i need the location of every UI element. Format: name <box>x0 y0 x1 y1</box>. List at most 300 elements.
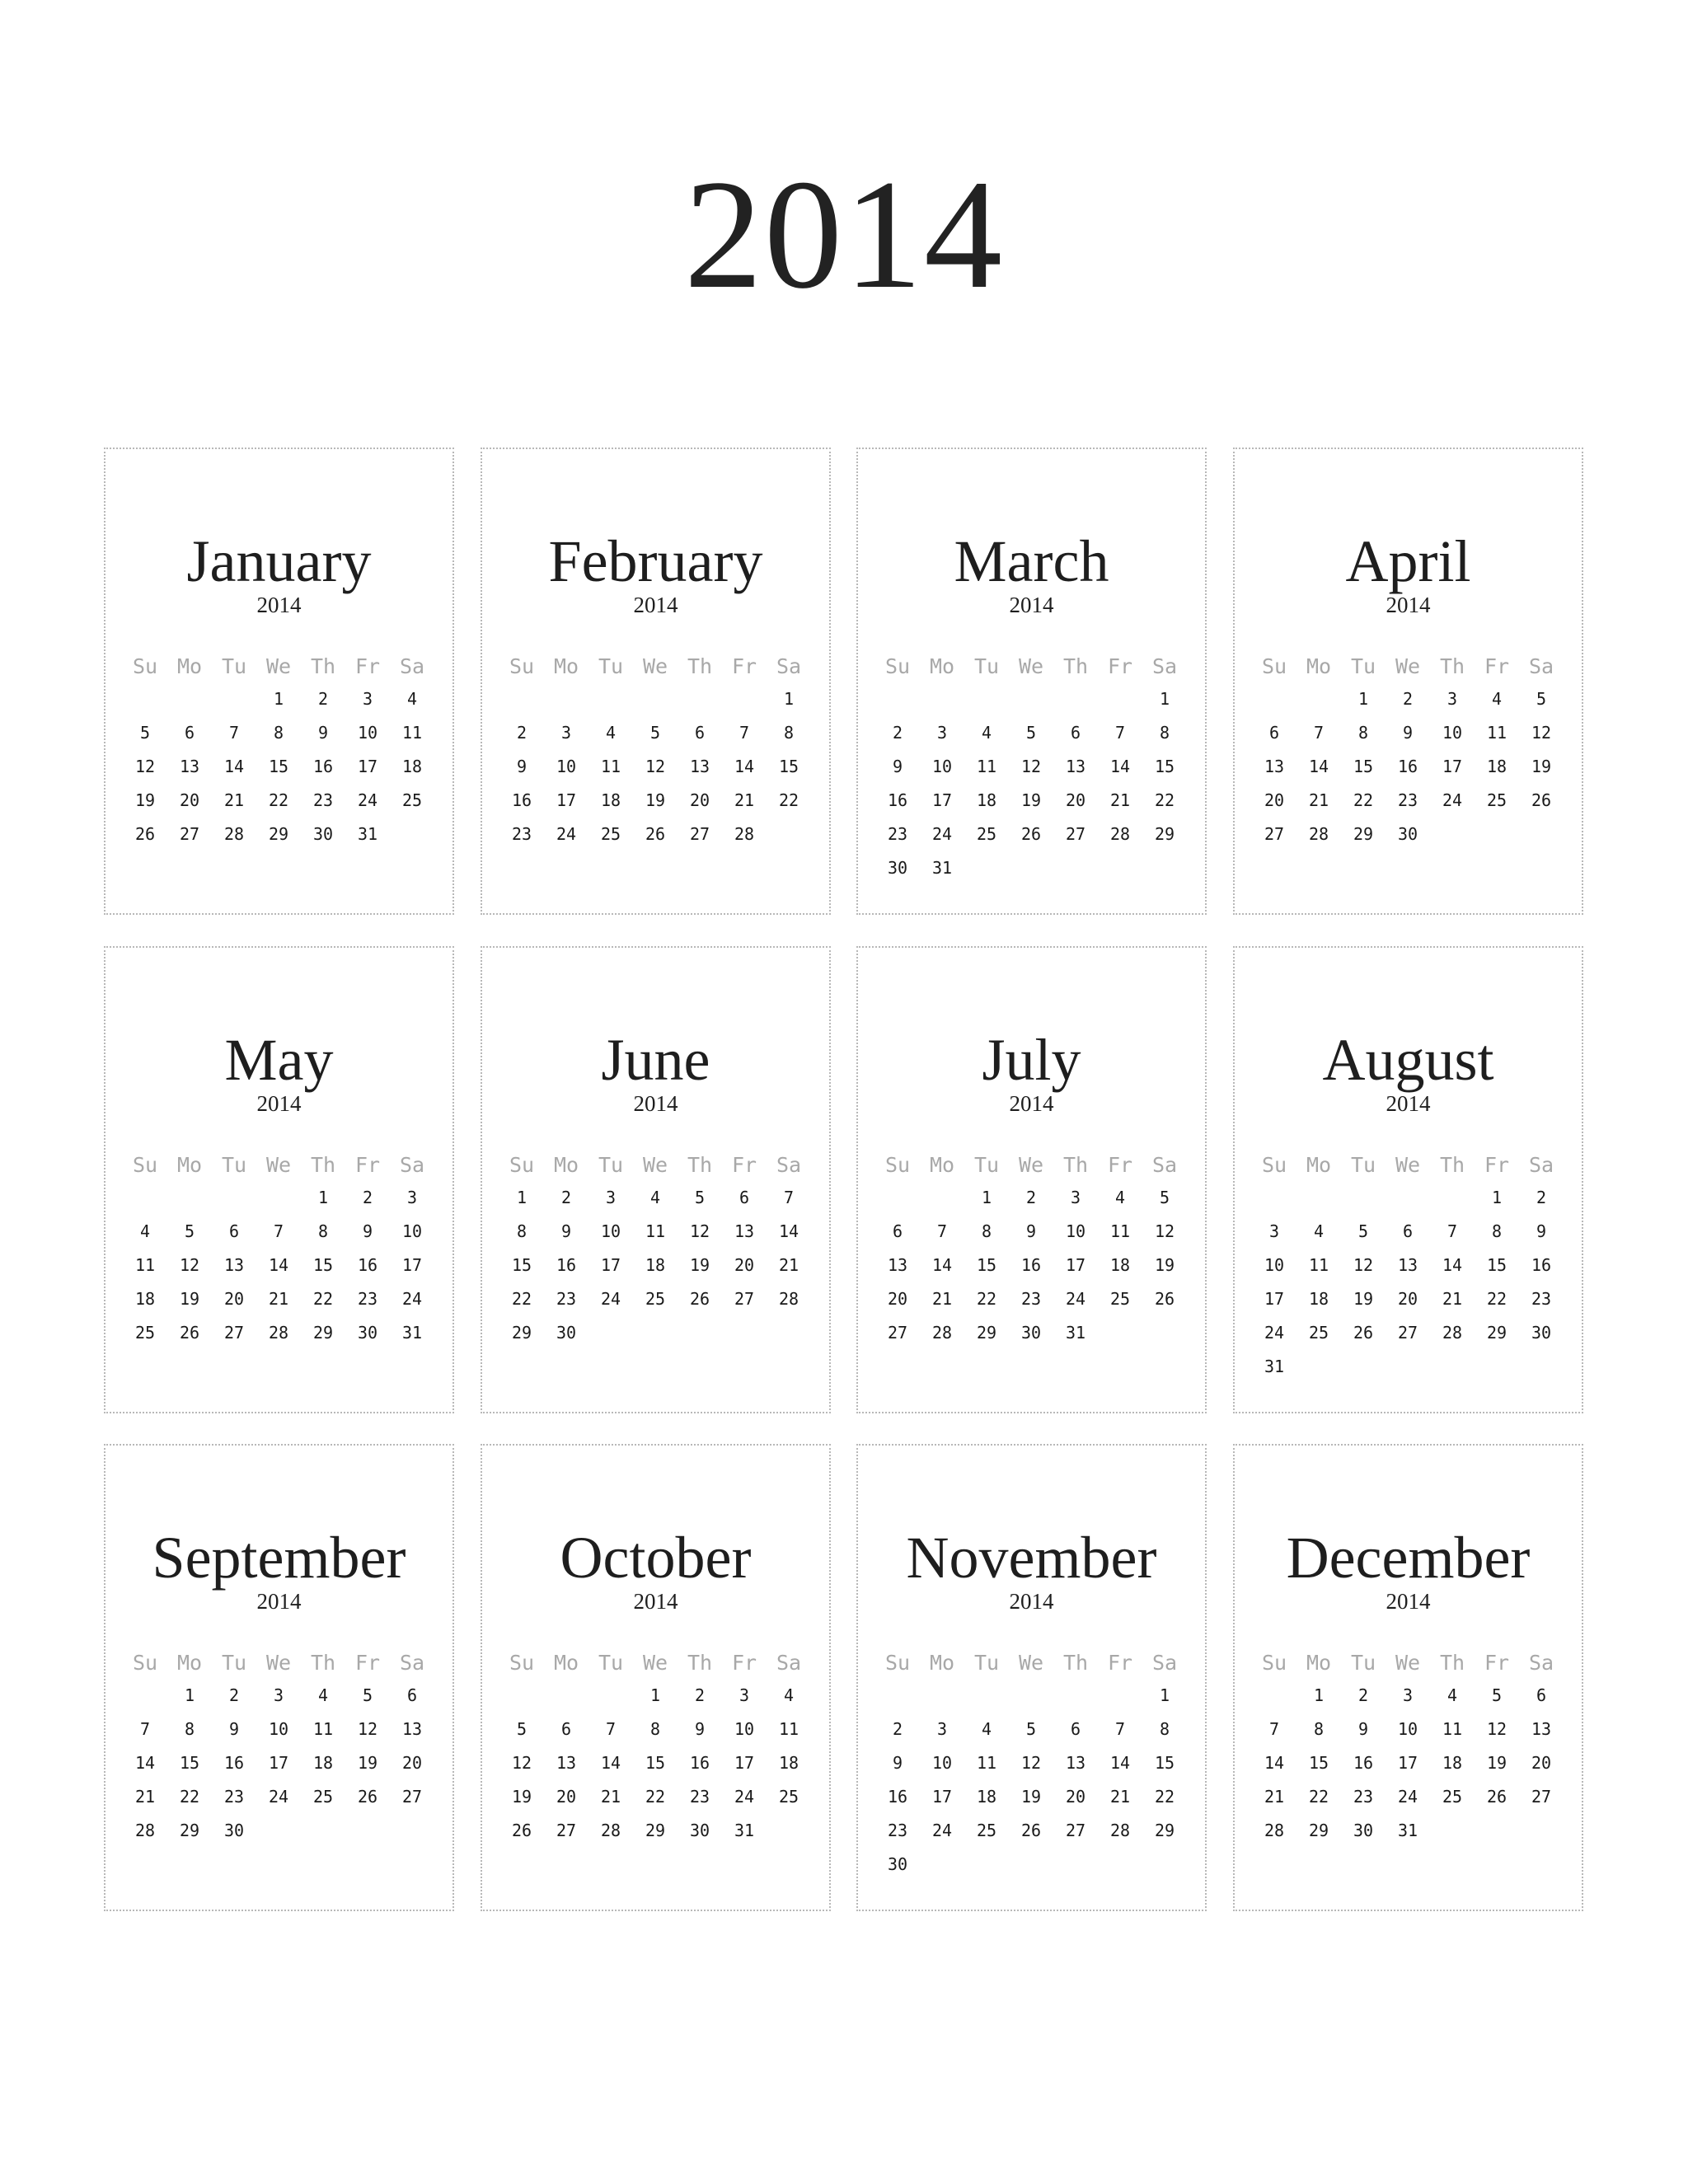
empty-day-cell <box>123 1181 167 1215</box>
month-card-july <box>856 946 1207 1413</box>
day-cell: 25 <box>1486 790 1507 810</box>
day-cell: 23 <box>1397 790 1418 810</box>
day-cell: 15 <box>312 1255 334 1275</box>
day-cell: 15 <box>1154 757 1175 776</box>
day-cell: 21 <box>1109 790 1131 810</box>
weekday-header: Tu <box>1350 654 1376 678</box>
day-cell: 29 <box>976 1323 997 1343</box>
day-cell: 27 <box>887 1323 908 1343</box>
day-cell: 19 <box>1531 757 1552 776</box>
day-cell: 7 <box>273 1221 284 1241</box>
day-cell: 4 <box>1114 1188 1126 1207</box>
day-cell: 23 <box>223 1787 245 1807</box>
day-cell: 12 <box>1020 757 1042 776</box>
day-cell: 5 <box>1025 723 1037 743</box>
day-cell: 18 <box>1486 757 1507 776</box>
weekday-header: We <box>642 654 668 678</box>
month-name: August <box>1322 1027 1494 1093</box>
day-cell: 28 <box>1264 1821 1285 1840</box>
empty-day-cell <box>964 682 1009 716</box>
day-cell: 22 <box>976 1289 997 1309</box>
day-cell: 16 <box>1020 1255 1042 1275</box>
day-cell: 10 <box>1264 1255 1285 1275</box>
day-cell: 17 <box>357 757 378 776</box>
day-cell: 26 <box>1353 1323 1374 1343</box>
day-cell: 19 <box>1154 1255 1175 1275</box>
day-cell: 1 <box>1313 1685 1325 1705</box>
day-cell: 14 <box>134 1753 156 1773</box>
weekday-header: Th <box>1062 1153 1089 1177</box>
day-cell: 21 <box>1109 1787 1131 1807</box>
empty-day-cell <box>1386 1181 1430 1215</box>
weekday-header: We <box>1018 654 1044 678</box>
weekday-header: Fr <box>1107 1153 1133 1177</box>
day-cell: 27 <box>223 1323 245 1343</box>
day-cell: 1 <box>1491 1188 1503 1207</box>
day-cell: 14 <box>1109 757 1131 776</box>
day-cell: 18 <box>976 790 997 810</box>
day-cell: 29 <box>1486 1323 1507 1343</box>
weekday-header: Fr <box>354 654 381 678</box>
day-cell: 30 <box>689 1821 710 1840</box>
days-table <box>123 649 436 851</box>
day-cell: 13 <box>1065 757 1086 776</box>
day-cell: 17 <box>268 1753 289 1773</box>
day-cell: 6 <box>406 1685 418 1705</box>
day-cell: 29 <box>268 824 289 844</box>
day-cell: 31 <box>401 1323 423 1343</box>
day-cell: 13 <box>887 1255 908 1275</box>
day-cell: 21 <box>223 790 245 810</box>
day-cell: 5 <box>516 1719 528 1739</box>
empty-day-cell <box>1009 682 1053 716</box>
day-cell: 14 <box>268 1255 289 1275</box>
day-cell: 28 <box>600 1821 621 1840</box>
empty-day-cell <box>1341 1181 1386 1215</box>
weekday-header: Mo <box>553 1651 579 1675</box>
day-cell: 22 <box>1154 790 1175 810</box>
day-cell: 12 <box>1353 1255 1374 1275</box>
weekday-header: Mo <box>176 654 203 678</box>
day-cell: 2 <box>1536 1188 1547 1207</box>
day-cell: 25 <box>401 790 423 810</box>
day-cell: 16 <box>1531 1255 1552 1275</box>
day-cell: 20 <box>1531 1753 1552 1773</box>
day-cell: 21 <box>778 1255 799 1275</box>
day-cell: 11 <box>401 723 423 743</box>
day-cell: 9 <box>516 757 528 776</box>
weekday-header: Su <box>1261 1651 1287 1675</box>
day-cell: 6 <box>1268 723 1280 743</box>
day-cell: 10 <box>600 1221 621 1241</box>
day-cell: 28 <box>931 1323 953 1343</box>
day-cell: 5 <box>1357 1221 1369 1241</box>
day-cell: 1 <box>317 1188 329 1207</box>
month-card-june <box>481 946 831 1413</box>
day-cell: 8 <box>516 1221 528 1241</box>
empty-day-cell <box>1009 1679 1053 1713</box>
month-name: June <box>601 1027 710 1093</box>
day-cell: 10 <box>734 1719 755 1739</box>
day-cell: 10 <box>556 757 577 776</box>
day-cell: 25 <box>1442 1787 1463 1807</box>
weekday-header: Fr <box>731 654 757 678</box>
day-cell: 23 <box>887 824 908 844</box>
day-cell: 5 <box>649 723 661 743</box>
day-cell: 31 <box>931 858 953 878</box>
day-cell: 15 <box>778 757 799 776</box>
days-table <box>499 1147 813 1350</box>
day-cell: 20 <box>734 1255 755 1275</box>
day-cell: 20 <box>1065 1787 1086 1807</box>
day-cell: 9 <box>694 1719 706 1739</box>
day-cell: 20 <box>223 1289 245 1309</box>
weekday-header: Tu <box>973 654 1000 678</box>
day-cell: 3 <box>560 723 572 743</box>
day-cell: 14 <box>1308 757 1329 776</box>
days-table <box>1252 1147 1565 1384</box>
month-card-january <box>104 448 454 915</box>
month-name: November <box>906 1525 1157 1591</box>
empty-day-cell <box>1053 1679 1098 1713</box>
weekday-header: Sa <box>1151 1651 1178 1675</box>
weekday-header: Mo <box>929 1651 955 1675</box>
weekday-header: Sa <box>1528 654 1554 678</box>
month-year: 2014 <box>1009 1589 1054 1614</box>
day-cell: 3 <box>1268 1221 1280 1241</box>
day-cell: 14 <box>734 757 755 776</box>
day-cell: 23 <box>689 1787 710 1807</box>
day-cell: 7 <box>738 723 750 743</box>
day-cell: 22 <box>268 790 289 810</box>
day-cell: 26 <box>1154 1289 1175 1309</box>
empty-day-cell <box>167 682 212 716</box>
day-cell: 4 <box>406 689 418 709</box>
empty-day-cell <box>1296 682 1341 716</box>
days-table <box>123 1645 436 1848</box>
day-cell: 5 <box>184 1221 195 1241</box>
month-year: 2014 <box>256 1589 302 1614</box>
day-cell: 22 <box>511 1289 532 1309</box>
weekday-header: We <box>1018 1153 1044 1177</box>
weekday-header: We <box>1018 1651 1044 1675</box>
weekday-header: We <box>1395 1153 1421 1177</box>
day-cell: 16 <box>357 1255 378 1275</box>
empty-day-cell <box>722 682 767 716</box>
day-cell: 10 <box>1065 1221 1086 1241</box>
day-cell: 14 <box>931 1255 953 1275</box>
day-cell: 6 <box>1070 723 1081 743</box>
day-cell: 24 <box>734 1787 755 1807</box>
day-cell: 19 <box>1020 1787 1042 1807</box>
day-cell: 1 <box>783 689 795 709</box>
day-cell: 22 <box>1308 1787 1329 1807</box>
weekday-header: Th <box>1439 654 1465 678</box>
weekday-header: Th <box>1439 1153 1465 1177</box>
day-cell: 25 <box>778 1787 799 1807</box>
day-cell: 28 <box>1442 1323 1463 1343</box>
day-cell: 19 <box>645 790 666 810</box>
weekday-header: Th <box>687 1153 713 1177</box>
month-year: 2014 <box>256 593 302 617</box>
day-cell: 9 <box>1025 1221 1037 1241</box>
day-cell: 11 <box>645 1221 666 1241</box>
day-cell: 19 <box>1020 790 1042 810</box>
day-cell: 12 <box>511 1753 532 1773</box>
day-cell: 2 <box>1025 1188 1037 1207</box>
weekday-header: Th <box>1439 1651 1465 1675</box>
day-cell: 28 <box>1109 824 1131 844</box>
day-cell: 25 <box>1109 1289 1131 1309</box>
day-cell: 22 <box>1353 790 1374 810</box>
weekday-header: Fr <box>354 1153 381 1177</box>
month-card-december <box>1233 1444 1583 1911</box>
day-cell: 3 <box>605 1188 617 1207</box>
day-cell: 6 <box>184 723 195 743</box>
day-cell: 27 <box>1397 1323 1418 1343</box>
weekday-header: Sa <box>399 1651 425 1675</box>
day-cell: 2 <box>228 1685 240 1705</box>
empty-day-cell <box>1430 1181 1475 1215</box>
day-cell: 9 <box>892 1753 903 1773</box>
day-cell: 14 <box>778 1221 799 1241</box>
month-year: 2014 <box>1386 1091 1431 1116</box>
weekday-header: Th <box>1062 1651 1089 1675</box>
month-year: 2014 <box>1009 593 1054 617</box>
day-cell: 24 <box>1264 1323 1285 1343</box>
day-cell: 27 <box>1065 824 1086 844</box>
day-cell: 24 <box>600 1289 621 1309</box>
empty-day-cell <box>212 1181 256 1215</box>
month-year: 2014 <box>256 1091 302 1116</box>
day-cell: 17 <box>1264 1289 1285 1309</box>
day-cell: 4 <box>1313 1221 1325 1241</box>
day-cell: 8 <box>1159 1719 1170 1739</box>
weekday-header: Su <box>884 654 911 678</box>
month-year: 2014 <box>633 1589 678 1614</box>
weekday-header: Su <box>509 654 535 678</box>
weekday-header: Fr <box>1484 1651 1510 1675</box>
day-cell: 30 <box>223 1821 245 1840</box>
empty-day-cell <box>1098 682 1142 716</box>
day-cell: 17 <box>556 790 577 810</box>
empty-day-cell <box>1098 1679 1142 1713</box>
day-cell: 29 <box>312 1323 334 1343</box>
month-card-september <box>104 1444 454 1911</box>
day-cell: 2 <box>1402 689 1414 709</box>
month-name: September <box>152 1525 406 1591</box>
weekday-header: Tu <box>1350 1153 1376 1177</box>
day-cell: 7 <box>783 1188 795 1207</box>
day-cell: 8 <box>1313 1719 1325 1739</box>
day-cell: 23 <box>511 824 532 844</box>
day-cell: 8 <box>273 723 284 743</box>
day-cell: 18 <box>1109 1255 1131 1275</box>
empty-day-cell <box>920 682 964 716</box>
weekday-header: Sa <box>776 654 802 678</box>
empty-day-cell <box>875 1181 920 1215</box>
day-cell: 19 <box>179 1289 200 1309</box>
month-card-march <box>856 448 1207 915</box>
day-cell: 30 <box>887 1854 908 1874</box>
day-cell: 21 <box>268 1289 289 1309</box>
day-cell: 19 <box>511 1787 532 1807</box>
weekday-header: Su <box>884 1153 911 1177</box>
day-cell: 15 <box>511 1255 532 1275</box>
days-table <box>875 1645 1189 1882</box>
weekday-header: We <box>642 1153 668 1177</box>
day-cell: 18 <box>645 1255 666 1275</box>
day-cell: 18 <box>600 790 621 810</box>
day-cell: 26 <box>645 824 666 844</box>
day-cell: 31 <box>1397 1821 1418 1840</box>
day-cell: 23 <box>357 1289 378 1309</box>
day-cell: 3 <box>738 1685 750 1705</box>
day-cell: 26 <box>511 1821 532 1840</box>
empty-day-cell <box>499 1679 544 1713</box>
day-cell: 30 <box>312 824 334 844</box>
days-table <box>499 1645 813 1848</box>
day-cell: 25 <box>1308 1323 1329 1343</box>
day-cell: 14 <box>223 757 245 776</box>
day-cell: 28 <box>223 824 245 844</box>
day-cell: 13 <box>1065 1753 1086 1773</box>
day-cell: 7 <box>1447 1221 1458 1241</box>
day-cell: 15 <box>1154 1753 1175 1773</box>
day-cell: 12 <box>357 1719 378 1739</box>
day-cell: 20 <box>179 790 200 810</box>
day-cell: 26 <box>357 1787 378 1807</box>
weekday-header: Fr <box>731 1153 757 1177</box>
weekday-header: Su <box>132 1651 158 1675</box>
day-cell: 1 <box>1357 689 1369 709</box>
day-cell: 17 <box>931 790 953 810</box>
day-cell: 27 <box>179 824 200 844</box>
day-cell: 13 <box>1531 1719 1552 1739</box>
empty-day-cell <box>544 682 588 716</box>
day-cell: 24 <box>1397 1787 1418 1807</box>
day-cell: 28 <box>268 1323 289 1343</box>
day-cell: 29 <box>179 1821 200 1840</box>
day-cell: 10 <box>357 723 378 743</box>
day-cell: 6 <box>1402 1221 1414 1241</box>
day-cell: 18 <box>1308 1289 1329 1309</box>
day-cell: 18 <box>778 1753 799 1773</box>
day-cell: 31 <box>734 1821 755 1840</box>
day-cell: 9 <box>1536 1221 1547 1241</box>
day-cell: 23 <box>312 790 334 810</box>
month-name: January <box>186 528 372 594</box>
empty-day-cell <box>875 1679 920 1713</box>
day-cell: 21 <box>1442 1289 1463 1309</box>
day-cell: 11 <box>1442 1719 1463 1739</box>
weekday-header: We <box>642 1651 668 1675</box>
day-cell: 24 <box>1442 790 1463 810</box>
day-cell: 13 <box>223 1255 245 1275</box>
day-cell: 31 <box>1264 1357 1285 1376</box>
day-cell: 12 <box>1486 1719 1507 1739</box>
weekday-header: Tu <box>1350 1651 1376 1675</box>
day-cell: 9 <box>892 757 903 776</box>
day-cell: 7 <box>1313 723 1325 743</box>
day-cell: 15 <box>179 1753 200 1773</box>
month-name: May <box>224 1027 334 1093</box>
day-cell: 21 <box>734 790 755 810</box>
day-cell: 31 <box>1065 1323 1086 1343</box>
day-cell: 11 <box>1109 1221 1131 1241</box>
day-cell: 5 <box>139 723 151 743</box>
day-cell: 26 <box>689 1289 710 1309</box>
day-cell: 3 <box>362 689 373 709</box>
day-cell: 5 <box>694 1188 706 1207</box>
day-cell: 17 <box>734 1753 755 1773</box>
day-cell: 24 <box>556 824 577 844</box>
day-cell: 23 <box>887 1821 908 1840</box>
day-cell: 24 <box>401 1289 423 1309</box>
day-cell: 29 <box>1308 1821 1329 1840</box>
day-cell: 29 <box>645 1821 666 1840</box>
empty-day-cell <box>1252 682 1296 716</box>
day-cell: 30 <box>1353 1821 1374 1840</box>
day-cell: 2 <box>362 1188 373 1207</box>
weekday-header: Tu <box>221 1651 247 1675</box>
weekday-header: Th <box>687 654 713 678</box>
day-cell: 8 <box>1357 723 1369 743</box>
day-cell: 21 <box>931 1289 953 1309</box>
day-cell: 25 <box>976 824 997 844</box>
weekday-header: Tu <box>598 654 624 678</box>
day-cell: 26 <box>179 1323 200 1343</box>
day-cell: 16 <box>511 790 532 810</box>
empty-day-cell <box>499 682 544 716</box>
day-cell: 3 <box>1402 1685 1414 1705</box>
weekday-header: Su <box>1261 1153 1287 1177</box>
days-table <box>123 1147 436 1350</box>
day-cell: 30 <box>1531 1323 1552 1343</box>
day-cell: 11 <box>778 1719 799 1739</box>
day-cell: 14 <box>1442 1255 1463 1275</box>
day-cell: 8 <box>184 1719 195 1739</box>
calendar-year-title: 2014 <box>684 148 1004 321</box>
day-cell: 17 <box>600 1255 621 1275</box>
day-cell: 23 <box>1353 1787 1374 1807</box>
weekday-header: Fr <box>1107 1651 1133 1675</box>
weekday-header: Sa <box>1528 1651 1554 1675</box>
day-cell: 6 <box>1536 1685 1547 1705</box>
weekday-header: Tu <box>221 1153 247 1177</box>
day-cell: 15 <box>976 1255 997 1275</box>
day-cell: 4 <box>139 1221 151 1241</box>
day-cell: 1 <box>1159 689 1170 709</box>
day-cell: 9 <box>317 723 329 743</box>
days-table <box>499 649 813 851</box>
weekday-header: Mo <box>553 1153 579 1177</box>
weekday-header: Th <box>1062 654 1089 678</box>
day-cell: 7 <box>605 1719 617 1739</box>
day-cell: 21 <box>600 1787 621 1807</box>
day-cell: 16 <box>1353 1753 1374 1773</box>
day-cell: 26 <box>1531 790 1552 810</box>
day-cell: 21 <box>134 1787 156 1807</box>
day-cell: 3 <box>936 723 948 743</box>
weekday-header: Mo <box>929 1153 955 1177</box>
day-cell: 9 <box>362 1221 373 1241</box>
day-cell: 11 <box>312 1719 334 1739</box>
day-cell: 28 <box>734 824 755 844</box>
weekday-header: Sa <box>399 1153 425 1177</box>
day-cell: 17 <box>1065 1255 1086 1275</box>
weekday-header: Mo <box>553 654 579 678</box>
